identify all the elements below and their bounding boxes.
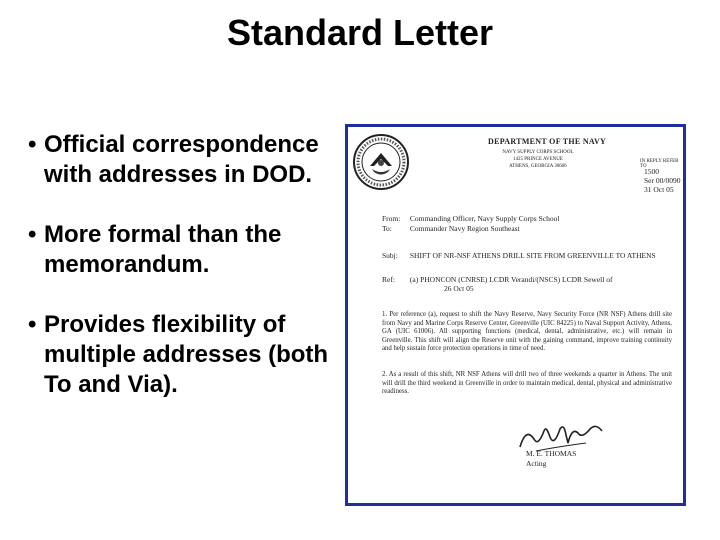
paragraph-2: 2. As a result of this shift, NR NSF Athens will drill two of three weekends a quarter in Athens. The unit will drill the third weekend in Greenville in order to maintain medical, dental, physical and administrative readiness.: [382, 371, 672, 396]
sender-line: ATHENS, GEORGIA 30606: [509, 164, 567, 169]
signer-name: M. E. THOMAS: [526, 449, 577, 458]
subject-line: [382, 251, 656, 260]
reference-line: [382, 275, 612, 293]
letter-date: 31 Oct 05: [644, 185, 674, 194]
signature-block: [526, 449, 576, 469]
from-line: [382, 214, 559, 224]
bullet-dot: •: [28, 221, 37, 248]
ref-value: (a) PHONCON (CNRSE) LCDR Verandi/(NSCS) LCDR Sewell of: [409, 275, 613, 284]
bullet-dot: •: [28, 311, 37, 338]
bullet-item: [28, 220, 338, 280]
bullet-list: [28, 130, 338, 430]
identification-codes: [644, 167, 680, 194]
subj-value: SHIFT OF NR-NSF ATHENS DRILL SITE FROM GREENVILLE TO ATHENS: [409, 251, 656, 260]
ref-label: Ref:: [382, 275, 395, 284]
sender-address: [493, 149, 583, 170]
signer-title: Acting: [526, 459, 547, 468]
department-heading: DEPARTMENT OF THE NAVY: [488, 137, 607, 146]
reply-ref-label: IN REPLY REFER TO: [640, 159, 679, 169]
bullet-item: [28, 310, 338, 400]
ref-value-continued: 26 Oct 05: [444, 284, 474, 293]
bullet-text: Official correspondence with addresses in DOD.: [44, 131, 319, 188]
slide-title: Standard Letter: [226, 12, 494, 53]
from-label: From:: [382, 214, 401, 223]
paragraph-1: 1. Per reference (a), request to shift the Navy Reserve, Navy Security Force (NR NSF) Athens drill site from Navy and Marine Corps Reserve Center, Greenville (UIC 84225) to Naval Support Activity, Athens, GA (UIC 61006). All supporting functions (medical, dental, administrative, etc.) will remain in Greenville. This shift will align the Reserve unit with the gaining command, improve training continuity and help sustain force protection operations in time of need.: [382, 311, 672, 353]
sender-line: 1425 PRINCE AVENUE: [513, 157, 563, 162]
to-line: [382, 224, 559, 234]
bullet-dot: •: [28, 131, 37, 158]
to-value: Commander Navy Region Southeast: [409, 224, 520, 233]
address-block: [382, 214, 559, 234]
sender-line: NAVY SUPPLY CORPS SCHOOL: [502, 150, 574, 155]
letter-image-frame: [345, 124, 686, 506]
letter-document: [348, 127, 683, 503]
serial-number: Ser 00/0090: [644, 176, 681, 185]
bullet-item: [28, 130, 338, 190]
to-label: To:: [382, 224, 392, 233]
subj-label: Subj:: [382, 251, 398, 260]
bullet-text: Provides flexibility of multiple addresses (both To and Via).: [44, 311, 329, 398]
bullet-text: More formal than the memorandum.: [44, 221, 282, 278]
navy-seal-icon: [352, 133, 410, 191]
ssic: 1500: [644, 167, 659, 176]
from-value: Commanding Officer, Navy Supply Corps School: [409, 214, 560, 223]
